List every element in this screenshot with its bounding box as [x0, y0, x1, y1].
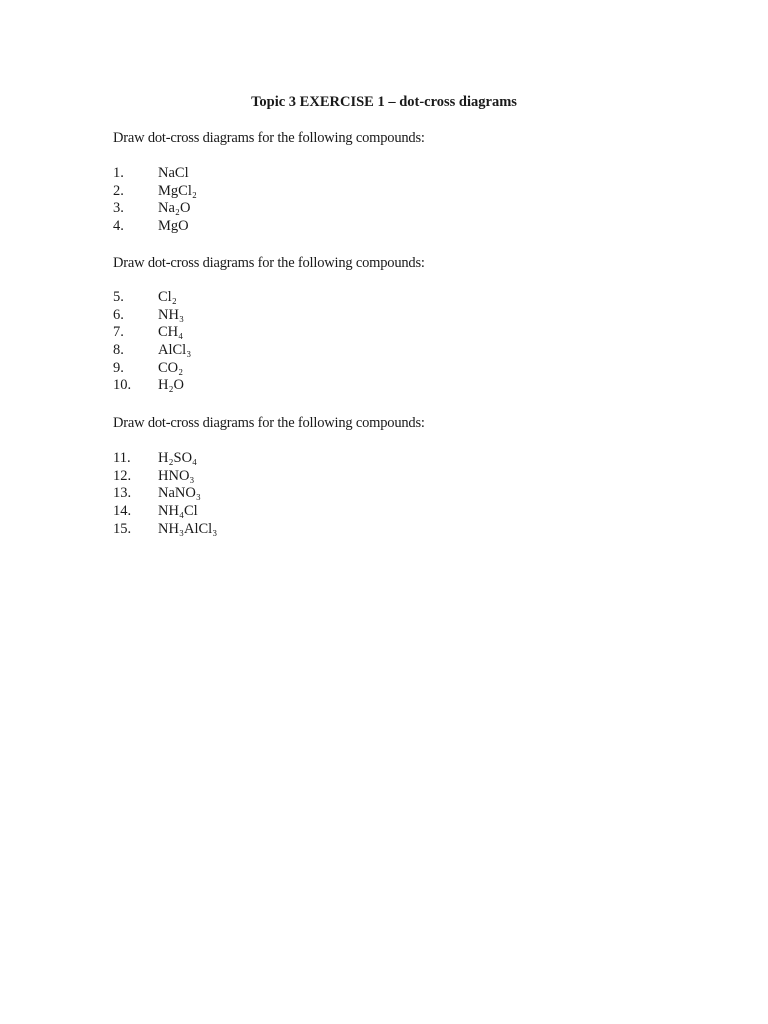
compound-formula: NH₄Cl	[158, 503, 198, 520]
item-number: 5.	[113, 289, 124, 305]
compound-formula: AlCl₃	[158, 342, 192, 359]
list-item	[113, 183, 197, 201]
list-item	[113, 289, 191, 307]
compound-formula: Na₂O	[158, 200, 191, 217]
compound-formula: H₂SO₄	[158, 450, 198, 466]
list-item	[113, 360, 191, 378]
list-item	[113, 307, 191, 325]
section-1-instruction: Draw dot-cross diagrams for the following compounds:	[113, 130, 425, 146]
compound-formula: MgO	[158, 218, 189, 235]
section-3-list	[113, 450, 217, 538]
item-number: 10.	[113, 377, 132, 394]
item-number: 14.	[113, 503, 132, 520]
list-item	[113, 450, 217, 468]
list-item	[113, 468, 217, 486]
item-number: 8.	[113, 342, 124, 359]
compound-formula: NaNO₃	[158, 485, 201, 502]
item-number: 6.	[113, 306, 124, 323]
list-item	[113, 200, 197, 218]
item-number: 3.	[113, 200, 124, 217]
section-2-list	[113, 289, 191, 395]
compound-formula: NH₃	[158, 306, 184, 323]
section-1-list	[113, 165, 197, 236]
item-number: 11.	[113, 450, 131, 466]
item-number: 7.	[113, 324, 124, 341]
item-number: 1.	[113, 165, 124, 181]
compound-formula: CH₄	[158, 324, 184, 341]
item-number: 9.	[113, 359, 124, 376]
item-number: 12.	[113, 467, 132, 484]
list-item	[113, 521, 217, 539]
item-number: 15.	[113, 520, 132, 537]
list-item	[113, 485, 217, 503]
list-item	[113, 503, 217, 521]
section-2-instruction: Draw dot-cross diagrams for the following compounds:	[113, 255, 425, 271]
compound-formula: NaCl	[158, 165, 189, 181]
item-number: 4.	[113, 218, 124, 235]
list-item	[113, 324, 191, 342]
section-3-instruction: Draw dot-cross diagrams for the following compounds:	[113, 415, 425, 431]
page-title: Topic 3 EXERCISE 1 – dot-cross diagrams	[251, 94, 517, 110]
compound-formula: CO₂	[158, 359, 184, 376]
compound-formula: HNO₃	[158, 467, 195, 484]
compound-formula: NH₃AlCl₃	[158, 520, 218, 537]
compound-formula: H₂O	[158, 377, 184, 394]
list-item	[113, 377, 191, 395]
list-item	[113, 218, 197, 236]
list-item	[113, 165, 197, 183]
item-number: 2.	[113, 182, 124, 199]
compound-formula: Cl₂	[158, 289, 177, 305]
compound-formula: MgCl₂	[158, 182, 197, 199]
item-number: 13.	[113, 485, 132, 502]
list-item	[113, 342, 191, 360]
